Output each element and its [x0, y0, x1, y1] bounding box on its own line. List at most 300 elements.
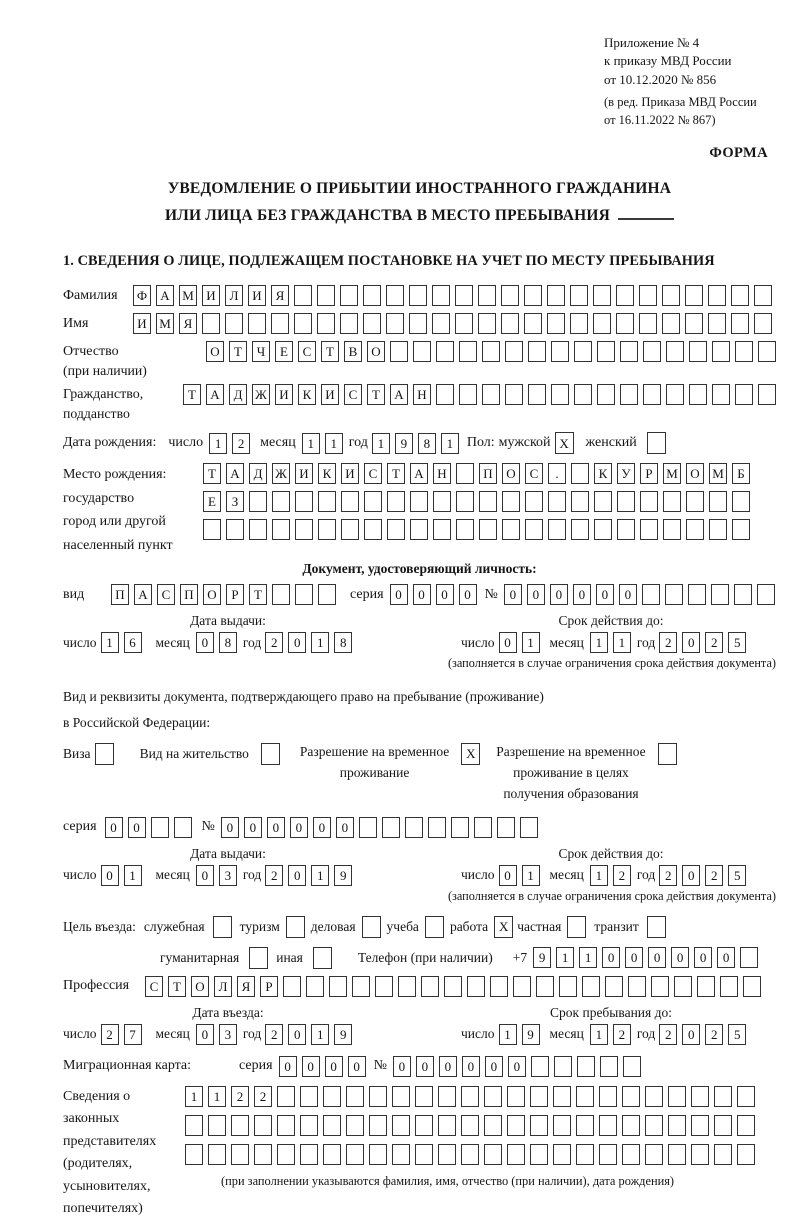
- form-cell[interactable]: [340, 313, 358, 334]
- form-cell[interactable]: 0: [288, 1024, 306, 1045]
- form-cell[interactable]: 2: [265, 865, 283, 886]
- form-cell[interactable]: [622, 1086, 640, 1107]
- form-cell[interactable]: 9: [334, 865, 352, 886]
- form-cell[interactable]: 0: [508, 1056, 526, 1077]
- form-cell[interactable]: [461, 1115, 479, 1136]
- form-cell[interactable]: [151, 817, 169, 838]
- form-cell[interactable]: [737, 1115, 755, 1136]
- form-cell[interactable]: Я: [179, 313, 197, 334]
- form-cell[interactable]: [570, 313, 588, 334]
- form-cell[interactable]: 0: [625, 947, 643, 968]
- form-cell[interactable]: [432, 285, 450, 306]
- form-cell[interactable]: [479, 519, 497, 540]
- form-cell[interactable]: [456, 463, 474, 484]
- form-cell[interactable]: [691, 1144, 709, 1165]
- form-cell[interactable]: 0: [694, 947, 712, 968]
- form-cell[interactable]: [620, 384, 638, 405]
- form-cell[interactable]: [438, 1115, 456, 1136]
- form-cell[interactable]: [202, 313, 220, 334]
- form-cell[interactable]: [213, 916, 232, 938]
- form-cell[interactable]: [731, 313, 749, 334]
- form-cell[interactable]: [647, 916, 666, 938]
- form-cell[interactable]: [597, 384, 615, 405]
- form-cell[interactable]: [432, 313, 450, 334]
- form-cell[interactable]: [639, 285, 657, 306]
- form-cell[interactable]: [286, 916, 305, 938]
- form-cell[interactable]: [329, 976, 347, 997]
- form-cell[interactable]: 0: [416, 1056, 434, 1077]
- form-cell[interactable]: 0: [602, 947, 620, 968]
- form-cell[interactable]: [317, 285, 335, 306]
- form-cell[interactable]: С: [525, 463, 543, 484]
- form-cell[interactable]: Т: [183, 384, 201, 405]
- form-cell[interactable]: [386, 285, 404, 306]
- form-cell[interactable]: [668, 1115, 686, 1136]
- form-cell[interactable]: [415, 1144, 433, 1165]
- form-cell[interactable]: [294, 285, 312, 306]
- form-cell[interactable]: И: [202, 285, 220, 306]
- form-cell[interactable]: [502, 491, 520, 512]
- form-cell[interactable]: [691, 1086, 709, 1107]
- form-cell[interactable]: [364, 491, 382, 512]
- form-cell[interactable]: 0: [390, 584, 408, 605]
- form-cell[interactable]: [300, 1086, 318, 1107]
- form-cell[interactable]: 0: [325, 1056, 343, 1077]
- form-cell[interactable]: В: [344, 341, 362, 362]
- form-cell[interactable]: [318, 584, 336, 605]
- form-cell[interactable]: 1: [441, 433, 459, 454]
- form-cell[interactable]: [685, 313, 703, 334]
- form-cell[interactable]: [531, 1056, 549, 1077]
- form-cell[interactable]: [571, 491, 589, 512]
- form-cell[interactable]: [697, 976, 715, 997]
- form-cell[interactable]: [524, 313, 542, 334]
- form-cell[interactable]: [433, 491, 451, 512]
- form-cell[interactable]: [574, 384, 592, 405]
- form-cell[interactable]: 1: [499, 1024, 517, 1045]
- form-cell[interactable]: П: [479, 463, 497, 484]
- form-cell[interactable]: [340, 285, 358, 306]
- form-cell[interactable]: [410, 491, 428, 512]
- form-cell[interactable]: М: [663, 463, 681, 484]
- form-cell[interactable]: 0: [436, 584, 454, 605]
- form-cell[interactable]: [622, 1115, 640, 1136]
- form-cell[interactable]: А: [226, 463, 244, 484]
- form-cell[interactable]: А: [410, 463, 428, 484]
- form-cell[interactable]: [313, 947, 332, 969]
- form-cell[interactable]: 0: [336, 817, 354, 838]
- form-cell[interactable]: [482, 384, 500, 405]
- form-cell[interactable]: [352, 976, 370, 997]
- form-cell[interactable]: [438, 1144, 456, 1165]
- form-cell[interactable]: [674, 976, 692, 997]
- form-cell[interactable]: О: [686, 463, 704, 484]
- form-cell[interactable]: К: [298, 384, 316, 405]
- form-cell[interactable]: [502, 519, 520, 540]
- form-cell[interactable]: [686, 491, 704, 512]
- form-cell[interactable]: [553, 1115, 571, 1136]
- form-cell[interactable]: 0: [101, 865, 119, 886]
- form-cell[interactable]: [662, 313, 680, 334]
- form-cell[interactable]: Д: [229, 384, 247, 405]
- form-cell[interactable]: [686, 519, 704, 540]
- form-cell[interactable]: [663, 519, 681, 540]
- form-cell[interactable]: [295, 519, 313, 540]
- form-cell[interactable]: [651, 976, 669, 997]
- form-cell[interactable]: [599, 1115, 617, 1136]
- form-cell[interactable]: [271, 313, 289, 334]
- form-cell[interactable]: 0: [527, 584, 545, 605]
- form-cell[interactable]: 2: [101, 1024, 119, 1045]
- form-cell[interactable]: [525, 491, 543, 512]
- form-cell[interactable]: [709, 519, 727, 540]
- form-cell[interactable]: [551, 341, 569, 362]
- form-cell[interactable]: [505, 341, 523, 362]
- form-cell[interactable]: П: [180, 584, 198, 605]
- form-cell[interactable]: 2: [659, 1024, 677, 1045]
- form-cell[interactable]: 0: [267, 817, 285, 838]
- form-cell[interactable]: [647, 432, 666, 454]
- form-cell[interactable]: 1: [590, 1024, 608, 1045]
- form-cell[interactable]: 2: [231, 1086, 249, 1107]
- form-cell[interactable]: [714, 1144, 732, 1165]
- form-cell[interactable]: [530, 1144, 548, 1165]
- form-cell[interactable]: 1: [325, 433, 343, 454]
- form-cell[interactable]: 0: [619, 584, 637, 605]
- form-cell[interactable]: [272, 519, 290, 540]
- form-cell[interactable]: 1: [522, 632, 540, 653]
- form-cell[interactable]: 8: [418, 433, 436, 454]
- form-cell[interactable]: [482, 341, 500, 362]
- form-cell[interactable]: [461, 1144, 479, 1165]
- form-cell[interactable]: [375, 976, 393, 997]
- form-cell[interactable]: X: [555, 432, 574, 454]
- form-cell[interactable]: [735, 341, 753, 362]
- form-cell[interactable]: 0: [196, 1024, 214, 1045]
- form-cell[interactable]: [599, 1144, 617, 1165]
- form-cell[interactable]: [185, 1115, 203, 1136]
- form-cell[interactable]: [455, 313, 473, 334]
- form-cell[interactable]: [369, 1086, 387, 1107]
- form-cell[interactable]: 0: [279, 1056, 297, 1077]
- form-cell[interactable]: 1: [124, 865, 142, 886]
- form-cell[interactable]: [501, 313, 519, 334]
- form-cell[interactable]: А: [206, 384, 224, 405]
- form-cell[interactable]: Е: [275, 341, 293, 362]
- form-cell[interactable]: [225, 313, 243, 334]
- form-cell[interactable]: [231, 1115, 249, 1136]
- form-cell[interactable]: [571, 519, 589, 540]
- form-cell[interactable]: И: [341, 463, 359, 484]
- form-cell[interactable]: 0: [682, 865, 700, 886]
- form-cell[interactable]: [478, 285, 496, 306]
- form-cell[interactable]: [645, 1086, 663, 1107]
- form-cell[interactable]: [277, 1144, 295, 1165]
- form-cell[interactable]: 5: [728, 1024, 746, 1045]
- form-cell[interactable]: [507, 1086, 525, 1107]
- form-cell[interactable]: [597, 341, 615, 362]
- form-cell[interactable]: [689, 384, 707, 405]
- form-cell[interactable]: [392, 1086, 410, 1107]
- form-cell[interactable]: [300, 1115, 318, 1136]
- form-cell[interactable]: С: [344, 384, 362, 405]
- form-cell[interactable]: [249, 491, 267, 512]
- form-cell[interactable]: Ф: [133, 285, 151, 306]
- form-cell[interactable]: [479, 491, 497, 512]
- form-cell[interactable]: [576, 1086, 594, 1107]
- form-cell[interactable]: Т: [321, 341, 339, 362]
- form-cell[interactable]: [524, 285, 542, 306]
- form-cell[interactable]: [295, 584, 313, 605]
- form-cell[interactable]: 0: [459, 584, 477, 605]
- form-cell[interactable]: [576, 1115, 594, 1136]
- form-cell[interactable]: Р: [640, 463, 658, 484]
- form-cell[interactable]: [436, 341, 454, 362]
- form-cell[interactable]: Л: [225, 285, 243, 306]
- form-cell[interactable]: 0: [439, 1056, 457, 1077]
- form-cell[interactable]: С: [364, 463, 382, 484]
- form-cell[interactable]: И: [248, 285, 266, 306]
- form-cell[interactable]: 0: [288, 632, 306, 653]
- form-cell[interactable]: [390, 341, 408, 362]
- form-cell[interactable]: 2: [705, 632, 723, 653]
- form-cell[interactable]: 0: [128, 817, 146, 838]
- form-cell[interactable]: [593, 285, 611, 306]
- form-cell[interactable]: [757, 584, 775, 605]
- form-cell[interactable]: [571, 463, 589, 484]
- form-cell[interactable]: [642, 584, 660, 605]
- form-cell[interactable]: М: [179, 285, 197, 306]
- form-cell[interactable]: 2: [254, 1086, 272, 1107]
- form-cell[interactable]: [369, 1115, 387, 1136]
- form-cell[interactable]: [300, 1144, 318, 1165]
- form-cell[interactable]: 0: [648, 947, 666, 968]
- form-cell[interactable]: [732, 519, 750, 540]
- form-cell[interactable]: [714, 1115, 732, 1136]
- form-cell[interactable]: [341, 519, 359, 540]
- form-cell[interactable]: 2: [613, 865, 631, 886]
- form-cell[interactable]: 0: [290, 817, 308, 838]
- form-cell[interactable]: 8: [334, 632, 352, 653]
- form-cell[interactable]: [691, 1115, 709, 1136]
- form-cell[interactable]: [551, 384, 569, 405]
- form-cell[interactable]: [658, 743, 677, 765]
- form-cell[interactable]: [507, 1115, 525, 1136]
- form-cell[interactable]: [283, 976, 301, 997]
- form-cell[interactable]: [582, 976, 600, 997]
- form-cell[interactable]: 8: [219, 632, 237, 653]
- form-cell[interactable]: 0: [302, 1056, 320, 1077]
- form-cell[interactable]: [295, 491, 313, 512]
- form-cell[interactable]: 1: [556, 947, 574, 968]
- form-cell[interactable]: [743, 976, 761, 997]
- form-cell[interactable]: [528, 341, 546, 362]
- form-cell[interactable]: [731, 285, 749, 306]
- form-cell[interactable]: [628, 976, 646, 997]
- form-cell[interactable]: [392, 1115, 410, 1136]
- form-cell[interactable]: [421, 976, 439, 997]
- form-cell[interactable]: 1: [311, 1024, 329, 1045]
- form-cell[interactable]: [346, 1086, 364, 1107]
- form-cell[interactable]: А: [390, 384, 408, 405]
- form-cell[interactable]: [451, 817, 469, 838]
- form-cell[interactable]: [720, 976, 738, 997]
- form-cell[interactable]: [409, 313, 427, 334]
- form-cell[interactable]: У: [617, 463, 635, 484]
- form-cell[interactable]: С: [157, 584, 175, 605]
- form-cell[interactable]: 7: [124, 1024, 142, 1045]
- form-cell[interactable]: [318, 519, 336, 540]
- form-cell[interactable]: [444, 976, 462, 997]
- form-cell[interactable]: 1: [590, 865, 608, 886]
- form-cell[interactable]: 0: [596, 584, 614, 605]
- form-cell[interactable]: 0: [221, 817, 239, 838]
- form-cell[interactable]: 1: [101, 632, 119, 653]
- form-cell[interactable]: [708, 285, 726, 306]
- form-cell[interactable]: [643, 341, 661, 362]
- form-cell[interactable]: [409, 285, 427, 306]
- form-cell[interactable]: [294, 313, 312, 334]
- form-cell[interactable]: [318, 491, 336, 512]
- form-cell[interactable]: [405, 817, 423, 838]
- form-cell[interactable]: [208, 1115, 226, 1136]
- form-cell[interactable]: [525, 519, 543, 540]
- form-cell[interactable]: [346, 1144, 364, 1165]
- form-cell[interactable]: [425, 916, 444, 938]
- form-cell[interactable]: [570, 285, 588, 306]
- form-cell[interactable]: 1: [208, 1086, 226, 1107]
- form-cell[interactable]: Т: [249, 584, 267, 605]
- form-cell[interactable]: [553, 1144, 571, 1165]
- form-cell[interactable]: Т: [203, 463, 221, 484]
- form-cell[interactable]: [758, 384, 776, 405]
- form-cell[interactable]: 0: [504, 584, 522, 605]
- form-cell[interactable]: [574, 341, 592, 362]
- form-cell[interactable]: [208, 1144, 226, 1165]
- form-cell[interactable]: 0: [462, 1056, 480, 1077]
- form-cell[interactable]: [185, 1144, 203, 1165]
- form-cell[interactable]: [226, 519, 244, 540]
- form-cell[interactable]: [599, 1086, 617, 1107]
- form-cell[interactable]: [249, 947, 268, 969]
- form-cell[interactable]: [95, 743, 114, 765]
- form-cell[interactable]: [740, 947, 758, 968]
- form-cell[interactable]: [272, 584, 290, 605]
- form-cell[interactable]: [386, 313, 404, 334]
- form-cell[interactable]: [639, 313, 657, 334]
- form-cell[interactable]: [735, 384, 753, 405]
- form-cell[interactable]: 0: [348, 1056, 366, 1077]
- form-cell[interactable]: [323, 1144, 341, 1165]
- form-cell[interactable]: [478, 313, 496, 334]
- form-cell[interactable]: Т: [367, 384, 385, 405]
- form-cell[interactable]: Б: [732, 463, 750, 484]
- form-cell[interactable]: 6: [124, 632, 142, 653]
- form-cell[interactable]: И: [133, 313, 151, 334]
- form-cell[interactable]: 0: [196, 632, 214, 653]
- form-cell[interactable]: Д: [249, 463, 267, 484]
- form-cell[interactable]: [645, 1144, 663, 1165]
- form-cell[interactable]: [712, 384, 730, 405]
- form-cell[interactable]: [461, 1086, 479, 1107]
- form-cell[interactable]: [513, 976, 531, 997]
- form-cell[interactable]: Н: [433, 463, 451, 484]
- form-cell[interactable]: [754, 285, 772, 306]
- form-cell[interactable]: [363, 313, 381, 334]
- form-cell[interactable]: [459, 384, 477, 405]
- form-cell[interactable]: [415, 1115, 433, 1136]
- form-cell[interactable]: [559, 976, 577, 997]
- form-cell[interactable]: Н: [413, 384, 431, 405]
- form-cell[interactable]: 0: [682, 632, 700, 653]
- form-cell[interactable]: [714, 1086, 732, 1107]
- form-cell[interactable]: [474, 817, 492, 838]
- form-cell[interactable]: [254, 1144, 272, 1165]
- form-cell[interactable]: 2: [613, 1024, 631, 1045]
- form-cell[interactable]: [616, 285, 634, 306]
- form-cell[interactable]: 1: [311, 865, 329, 886]
- form-cell[interactable]: [711, 584, 729, 605]
- form-cell[interactable]: [459, 341, 477, 362]
- form-cell[interactable]: [277, 1086, 295, 1107]
- form-cell[interactable]: [248, 313, 266, 334]
- form-cell[interactable]: [501, 285, 519, 306]
- form-cell[interactable]: 0: [288, 865, 306, 886]
- form-cell[interactable]: Ж: [252, 384, 270, 405]
- form-cell[interactable]: [323, 1115, 341, 1136]
- form-cell[interactable]: [737, 1086, 755, 1107]
- form-cell[interactable]: [364, 519, 382, 540]
- form-cell[interactable]: [576, 1144, 594, 1165]
- form-cell[interactable]: [643, 384, 661, 405]
- form-cell[interactable]: 1: [302, 433, 320, 454]
- form-cell[interactable]: [484, 1086, 502, 1107]
- form-cell[interactable]: 1: [311, 632, 329, 653]
- form-cell[interactable]: X: [494, 916, 513, 938]
- form-cell[interactable]: [554, 1056, 572, 1077]
- form-cell[interactable]: [528, 384, 546, 405]
- form-cell[interactable]: [548, 519, 566, 540]
- form-cell[interactable]: [249, 519, 267, 540]
- form-cell[interactable]: С: [298, 341, 316, 362]
- form-cell[interactable]: 0: [717, 947, 735, 968]
- form-cell[interactable]: О: [206, 341, 224, 362]
- form-cell[interactable]: 0: [485, 1056, 503, 1077]
- form-cell[interactable]: М: [156, 313, 174, 334]
- form-cell[interactable]: [490, 976, 508, 997]
- form-cell[interactable]: Т: [387, 463, 405, 484]
- form-cell[interactable]: [277, 1115, 295, 1136]
- form-cell[interactable]: 0: [244, 817, 262, 838]
- form-cell[interactable]: 0: [313, 817, 331, 838]
- form-cell[interactable]: 1: [590, 632, 608, 653]
- form-cell[interactable]: [530, 1115, 548, 1136]
- form-cell[interactable]: 0: [550, 584, 568, 605]
- form-cell[interactable]: М: [709, 463, 727, 484]
- form-cell[interactable]: Т: [168, 976, 186, 997]
- form-cell[interactable]: 5: [728, 865, 746, 886]
- form-cell[interactable]: 0: [196, 865, 214, 886]
- form-cell[interactable]: [567, 916, 586, 938]
- form-cell[interactable]: [382, 817, 400, 838]
- form-cell[interactable]: 9: [334, 1024, 352, 1045]
- form-cell[interactable]: И: [295, 463, 313, 484]
- form-cell[interactable]: О: [191, 976, 209, 997]
- form-cell[interactable]: 0: [671, 947, 689, 968]
- form-cell[interactable]: [455, 285, 473, 306]
- form-cell[interactable]: 1: [372, 433, 390, 454]
- form-cell[interactable]: 2: [705, 865, 723, 886]
